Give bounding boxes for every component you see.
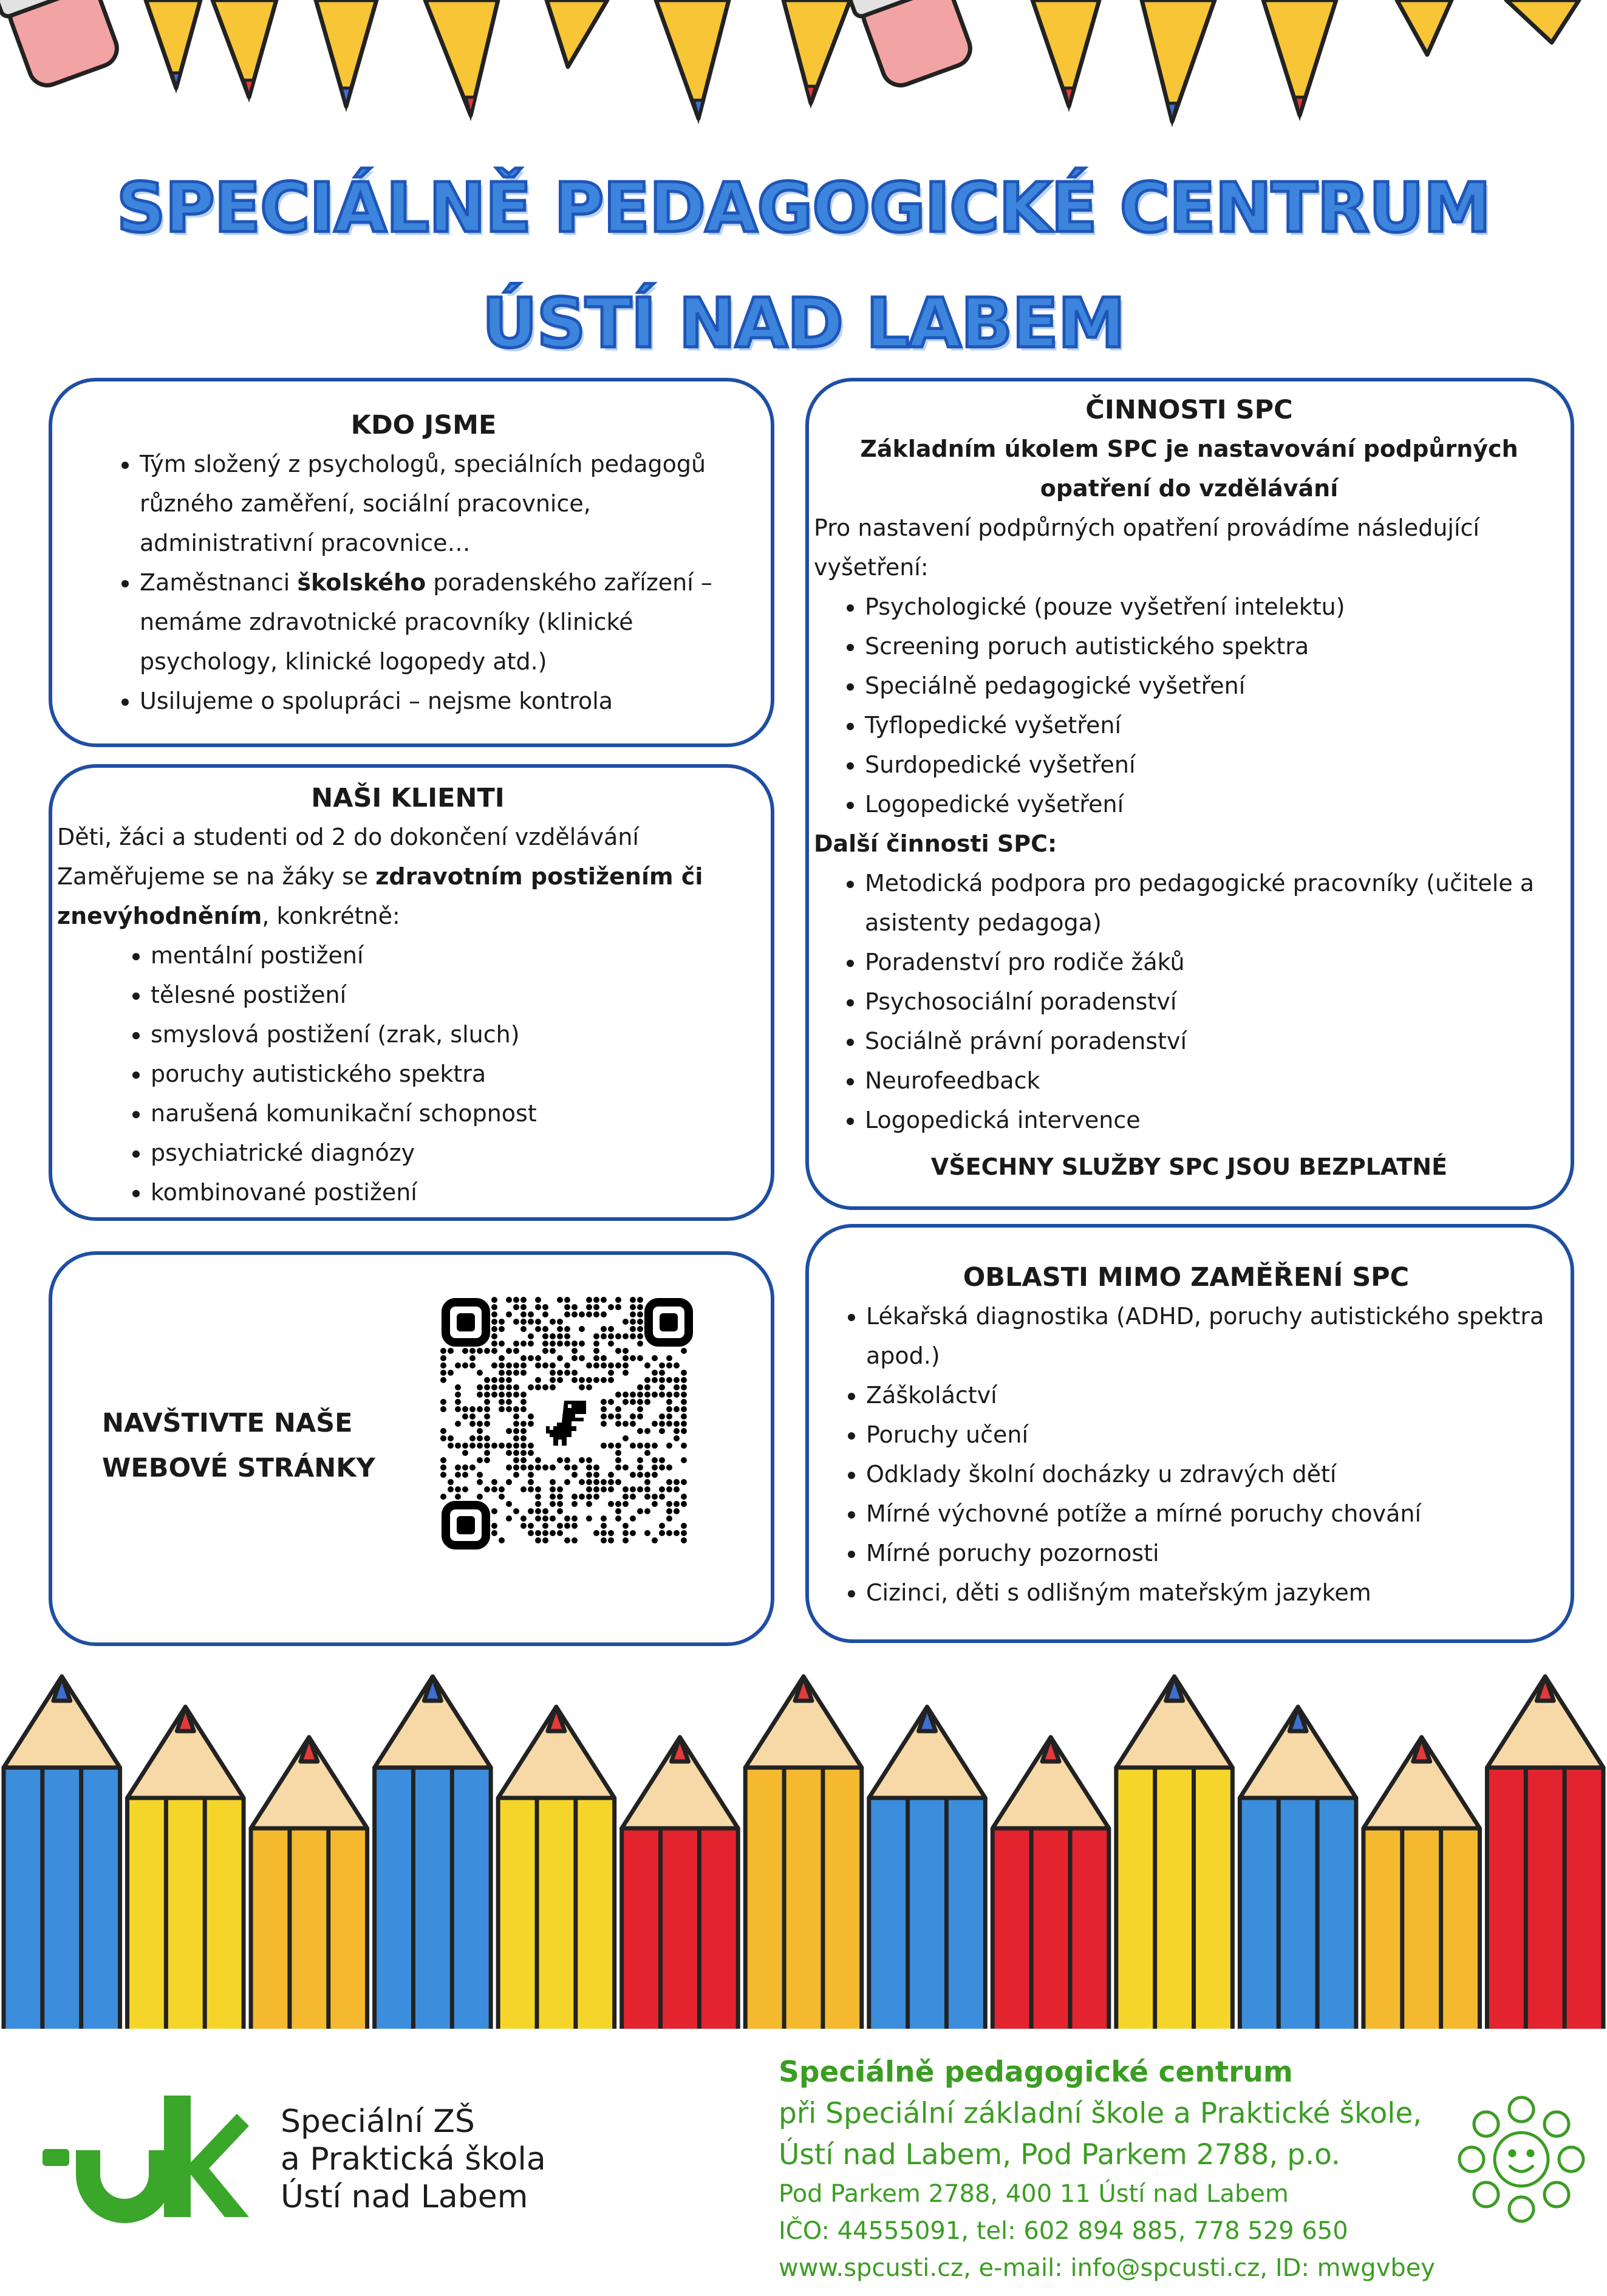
list-item: • narušená komunikační schopnost [151,1094,759,1133]
list-item: • Poruchy učení [866,1415,1563,1455]
list-item: • smyslová postižení (zrak, sluch) [151,1015,759,1054]
list-item: • Tyflopedické vyšetření [865,706,1564,745]
nasi-klienti-heading: NAŠI KLIENTI [311,783,505,813]
address: Pod Parkem 2788, 400 11 Ústí nad Labem [779,2180,1289,2208]
list-item: • Neurofeedback [865,1061,1564,1101]
qr-code-icon[interactable] [440,1296,695,1551]
list-item: • Mírné poruchy pozornosti [866,1534,1563,1573]
page-title-line1: SPECIÁLNĚ PEDAGOGICKÉ CENTRUM [116,169,1491,248]
list-item: • Poradenství pro rodiče žáků [865,943,1564,982]
pencil-group-top [0,0,1579,121]
list-item: • Zaměstnanci školského poradenského zařízení – nemáme zdravotnické pracovníky (klinické psychology, klinické logopedy atd.) [140,563,759,682]
cinnosti-heading: ČINNOSTI SPC [1085,395,1293,425]
pencil-decoration [498,1707,615,2029]
exams-intro: Pro nastavení podpůrných opatření provádíme následující vyšetření: [814,514,1479,581]
list-item: • Logopedická intervence [865,1101,1564,1140]
kdo-jsme-list [89,445,759,721]
pencil-decoration [1240,1707,1356,2029]
list-item: • Psychosociální poradenství [865,982,1564,1022]
list-item: • tělesné postižení [151,975,759,1015]
school-name: Speciální ZŠ a Praktická škola Ústí nad Labem [281,2103,546,2215]
list-item: • Sociálně právní poradenství [865,1022,1564,1061]
list-item: • poruchy autistického spektra [151,1054,759,1094]
pencil-decoration [622,1737,739,2029]
pencil-decoration [1363,1737,1480,2029]
nasi-klienti-card [49,764,774,1221]
free-services-note: VŠECHNY SLUŽBY SPC JSOU BEZPLATNÉ [930,1153,1448,1180]
other-activities-heading: Další činnosti SPC: [814,830,1057,857]
top-pencil-decoration [0,0,1607,140]
centre-name: Speciálně pedagogické centrum [779,2055,1293,2089]
pencil-decoration [1116,1676,1233,2029]
list-item: • mentální postižení [151,936,759,975]
list-item: • Metodická podpora pro pedagogické pracovníky (učitele a asistenty pedagoga) [865,864,1564,943]
school-logo-icon [43,2077,249,2223]
list-item: • Cizinci, děti s odlišným mateřským jazykem [866,1573,1563,1613]
bottom-pencil-decoration [0,1652,1607,2029]
list-item: • Psychologické (pouze vyšetření intelektu) [865,587,1564,627]
pencil-decoration [4,1676,120,2029]
pencil-decoration [992,1737,1109,2029]
other-activities-list [814,864,1564,1140]
list-item: • Odklady školní docházky u zdravých dětí [866,1455,1563,1494]
ids-phones: IČO: 44555091, tel: 602 894 885, 778 529 650 [779,2217,1348,2245]
kdo-jsme-card [49,378,774,747]
footer-contact-info: Speciálně pedagogické centrum při Speciální základní škole a Praktické škole, Ústí nad Labem, Pod Parkem 2788, p.o. Pod Parkem 2788, 400 11 Ústí nad Labem IČO: 44555091, tel: 602 894 885, 778 529 650 www.spcusti.cz, e-mail: info@spcusti.cz, ID: mwgvbey [779,2052,1435,2287]
page-title-line2: ÚSTÍ NAD LABEM [482,284,1125,363]
pencil-decoration [745,1676,862,2029]
list-item: • Logopedické vyšetření [865,785,1564,824]
list-item: • Mírné výchovné potíže a mírné poruchy chování [866,1494,1563,1534]
oblasti-heading: OBLASTI MIMO ZAMĚŘENÍ SPC [963,1262,1410,1293]
list-item: • Speciálně pedagogické vyšetření [865,666,1564,706]
list-item: • Screening poruch autistického spektra [865,627,1564,666]
exams-list [814,587,1564,824]
klienti-list [57,936,759,1212]
klienti-intro: Děti, žáci a studenti od 2 do dokončení vzdělávání [57,824,639,850]
children-hands-emblem [1452,2089,1591,2229]
cinnosti-card [805,378,1574,1210]
oblasti-card [805,1224,1574,1643]
oblasti-list [809,1297,1563,1613]
pencil-decoration [375,1676,491,2029]
list-item: • psychiatrické diagnózy [151,1133,759,1173]
pencil-decoration [128,1707,244,2029]
kdo-jsme-heading: KDO JSME [350,410,497,440]
pencil-decoration [251,1737,367,2029]
website-label: NAVŠTIVTE NAŠE WEBOVÉ STRÁNKY [102,1408,375,1483]
web-email[interactable]: www.spcusti.cz, e-mail: info@spcusti.cz, ID: mwgvbey [779,2254,1436,2282]
website-card [49,1251,774,1646]
list-item: • Záškoláctví [866,1376,1563,1415]
list-item: • kombinované postižení [151,1173,759,1212]
cinnosti-main-task: Základním úkolem SPC je nastavování podpůrných opatření do vzdělávání [860,436,1518,502]
list-item: • Tým složený z psychologů, speciálních pedagogů různého zaměření, sociální pracovnice, administrativní pracovnice… [140,445,759,563]
pencil-decoration [1487,1676,1603,2029]
klienti-focus: Zaměřujeme se na žáky se zdravotním postižením či znevýhodněním, konkrétně: [57,863,703,929]
list-item: • Usilujeme o spolupráci – nejsme kontrola [140,682,759,721]
list-item: • Surdopedické vyšetření [865,745,1564,785]
dinosaur-icon [537,1393,598,1454]
pencil-decoration [869,1707,986,2029]
list-item: • Lékařská diagnostika (ADHD, poruchy autistického spektra apod.) [866,1297,1563,1376]
